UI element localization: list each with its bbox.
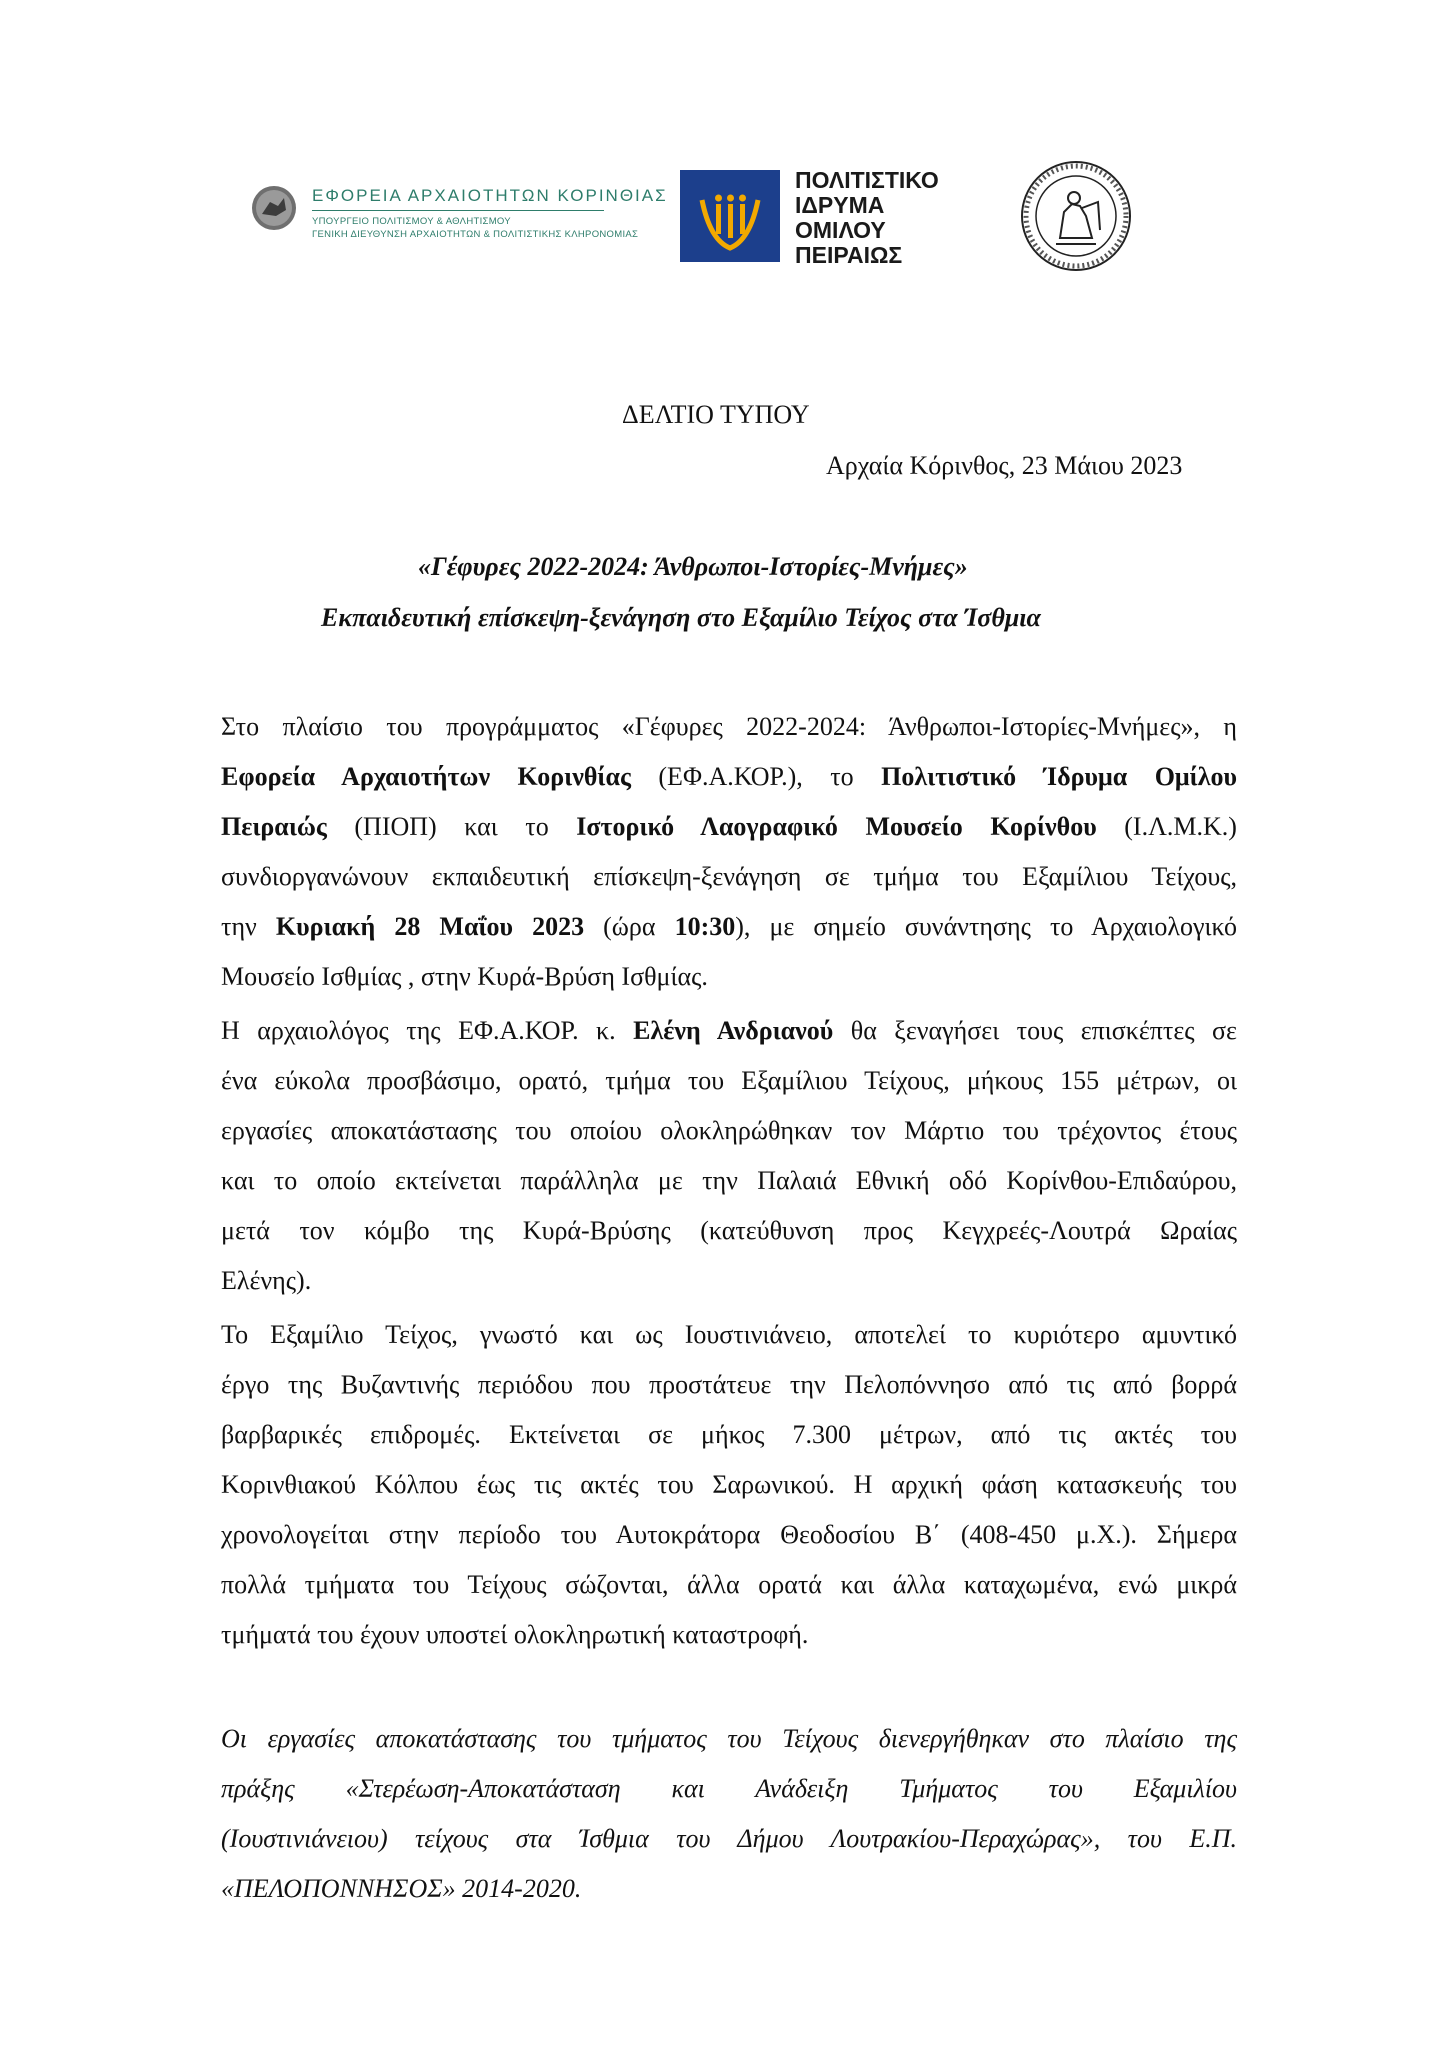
text-fragment: Η αρχαιολόγος της ΕΦ.Α.ΚΟΡ. κ. (221, 1016, 634, 1045)
text-line (221, 1006, 1237, 1056)
headline-main: «Γέφυρες 2022-2024: Άνθρωποι-Ιστορίες-Μνήμες» (418, 552, 968, 581)
text-fragment: ), με σημείο συνάντησης το Αρχαιολογικό (735, 912, 1237, 941)
org-name: Πολιτιστικό Ίδρυμα Ομίλου (881, 762, 1238, 791)
text-line: βαρβαρικές επιδρομές. Εκτείνεται σε μήκος 7.300 μέτρων, από τις ακτές του (221, 1420, 1237, 1449)
ephorate-name: ΕΦΟΡΕΙΑ ΑΡΧΑΙΟΤΗΤΩΝ ΚΟΡΙΝΘΙΑΣ (312, 186, 668, 205)
text-fragment: (Ι.Λ.Μ.Κ.) (1096, 812, 1237, 841)
piop-name-line: ΙΔΡΥΜΑ (795, 192, 885, 218)
text-line: Μουσείο Ισθμίας , στην Κυρά-Βρύση Ισθμίας. (221, 962, 708, 991)
piop-logo (680, 166, 960, 268)
text-line: (Ιουστινιάνειου) τείχους στα Ίσθμια του Δήμου Λουτρακίου-Περαχώρας», του Ε.Π. (221, 1824, 1237, 1853)
piop-name-line: ΠΟΛΙΤΙΣΤΙΚΟ (795, 167, 939, 193)
document-title: ΔΕΛΤΙΟ ΤΥΠΟΥ (622, 400, 810, 429)
ephorate-logo (250, 176, 668, 246)
text-line: εργασίες αποκατάστασης του οποίου ολοκληρώθηκαν τον Μάρτιο του τρέχοντος έτους (221, 1116, 1237, 1145)
text-fragment: (ΕΦ.Α.ΚΟΡ.), το (630, 762, 882, 791)
piop-mark (680, 170, 780, 262)
text-line: χρονολογείται στην περίοδο του Αυτοκράτορα Θεοδοσίου Β΄ (408-450 μ.Χ.). Σήμερα (221, 1520, 1237, 1549)
org-name: Ιστορικό Λαογραφικό Μουσείο Κορίνθου (576, 812, 1097, 841)
headline-subtitle: Εκπαιδευτική επίσκεψη-ξενάγηση στο Εξαμίλιο Τείχος στα Ίσθμια (321, 603, 1041, 632)
text-fragment: την (221, 912, 276, 941)
text-line: συνδιοργανώνουν εκπαιδευτική επίσκεψη-ξενάγηση σε τμήμα του Εξαμίλιου Τείχους, (221, 862, 1237, 891)
ephorate-directorate: ΓΕΝΙΚΗ ΔΙΕΥΘΥΝΣΗ ΑΡΧΑΙΟΤΗΤΩΝ & ΠΟΛΙΤΙΣΤΙΚΗΣ ΚΛΗΡΟΝΟΜΙΑΣ (312, 229, 639, 240)
text-fragment: (ώρα (584, 912, 675, 941)
text-fragment: θα ξεναγήσει τους επισκέπτες σε (833, 1016, 1237, 1045)
text-line: Οι εργασίες αποκατάστασης του τμήματος του Τείχους διενεργήθηκαν στο πλαίσιο της (221, 1724, 1237, 1753)
paragraph-history (221, 1310, 1237, 1660)
event-date: Κυριακή 28 Μαΐου 2023 (275, 912, 585, 941)
piop-name-line: ΟΜΙΛΟΥ (795, 217, 886, 243)
piop-name-line: ΠΕΙΡΑΙΩΣ (795, 242, 903, 268)
org-name: Πειραιώς (221, 812, 327, 841)
text-line: Ελένης). (221, 1266, 312, 1295)
paragraph-guide (221, 1006, 1237, 1306)
paragraph-announcement (221, 702, 1237, 1002)
text-line: «ΠΕΛΟΠΟΝΝΗΣΟΣ» 2014-2020. (221, 1874, 582, 1903)
text-line: Στο πλαίσιο του προγράμματος «Γέφυρες 2022-2024: Άνθρωποι-Ιστορίες-Μνήμες», η (221, 712, 1237, 741)
dateline: Αρχαία Κόρινθος, 23 Μάιου 2023 (826, 451, 1183, 480)
guide-name: Ελένη Ανδριανού (633, 1016, 834, 1045)
text-line: μετά τον κόμβο της Κυρά-Βρύσης (κατεύθυνση προς Κεγχρεές-Λουτρά Ωραίας (221, 1216, 1237, 1245)
pegasus-coin-icon (250, 184, 298, 232)
text-line: έργο της Βυζαντινής περιόδου που προστάτευε την Πελοπόννησο από τις από βορρά (221, 1370, 1237, 1399)
text-line: πράξης «Στερέωση-Αποκατάσταση και Ανάδειξη Τμήματος του Εξαμιλίου (221, 1774, 1237, 1803)
text-line (221, 752, 1237, 802)
text-line: Κορινθιακού Κόλπου έως τις ακτές του Σαρωνικού. Η αρχική φάση κατασκευής του (221, 1470, 1237, 1499)
ephorate-divider (312, 210, 604, 211)
piop-pillars-icon (680, 170, 780, 262)
event-time: 10:30 (674, 912, 736, 941)
logo-strip (0, 160, 1448, 280)
paragraph-funding-note (221, 1714, 1237, 1914)
ephorate-ministry: ΥΠΟΥΡΓΕΙΟ ΠΟΛΙΤΙΣΜΟΥ & ΑΘΛΗΤΙΣΜΟΥ (312, 216, 511, 227)
text-line: τμήματά του έχουν υποστεί ολοκληρωτική καταστροφή. (221, 1620, 809, 1649)
text-line: Το Εξαμίλιο Τείχος, γνωστό και ως Ιουστινιάνειο, αποτελεί το κυριότερο αμυντικό (221, 1320, 1237, 1349)
text-fragment: (ΠΙΟΠ) και το (326, 812, 577, 841)
text-line: ένα εύκολα προσβάσιμο, ορατό, τμήμα του Εξαμίλιου Τείχους, μήκους 155 μέτρων, οι (221, 1066, 1237, 1095)
org-name: Εφορεία Αρχαιοτήτων Κορινθίας (221, 762, 631, 791)
folklore-museum-seal-icon (1020, 160, 1132, 272)
text-line (221, 802, 1237, 852)
text-line (221, 902, 1237, 952)
text-line: και το οποίο εκτείνεται παράλληλα με την Παλαιά Εθνική οδό Κορίνθου-Επιδαύρου, (221, 1166, 1237, 1195)
piop-name (795, 168, 939, 268)
text-line: πολλά τμήματα του Τείχους σώζονται, άλλα ορατά και άλλα καταχωμένα, ενώ μικρά (221, 1570, 1237, 1599)
